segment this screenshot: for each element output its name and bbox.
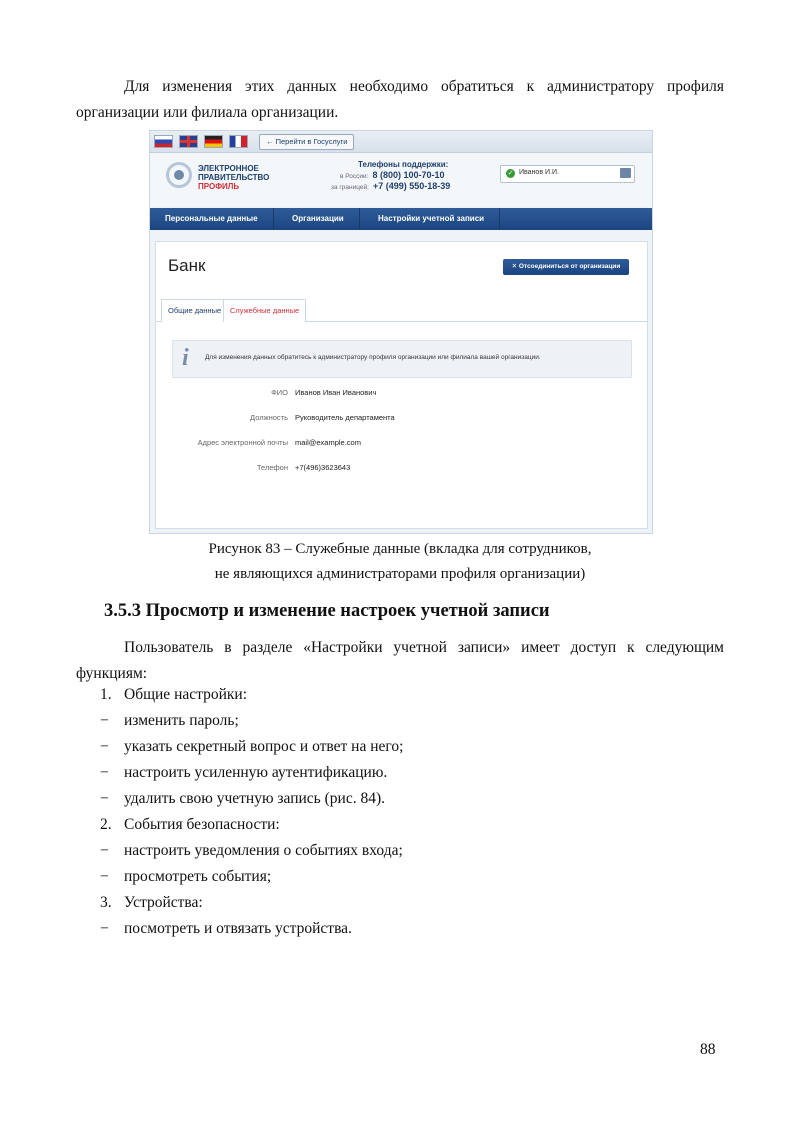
list-marker: 1.	[100, 686, 112, 703]
section-heading: 3.5.3 Просмотр и изменение настроек учетной записи	[104, 601, 550, 621]
section-paragraph-line-2: функциям:	[76, 665, 148, 682]
support-title: Телефоны поддержки:	[358, 160, 449, 169]
logo-line-3: ПРОФИЛЬ	[198, 182, 240, 191]
info-text: Для изменения данных обратитесь к администратору профиля организации или филиала вашей организации.	[205, 354, 541, 361]
list-marker: −	[100, 738, 109, 755]
exit-icon[interactable]	[620, 168, 631, 178]
org-content-panel	[155, 241, 648, 529]
tab-service-data[interactable]: Служебные данные	[223, 299, 306, 322]
nav-personal-data[interactable]: Персональные данные	[150, 208, 274, 230]
leave-organization-label: Отсоединиться от организации	[518, 263, 621, 270]
intro-line-2: организации или филиала организации.	[76, 104, 339, 121]
intro-line-1: Для изменения этих данных необходимо обратиться к администратору профиля	[124, 78, 724, 95]
flag-de-icon[interactable]	[204, 135, 223, 148]
list-text: указать секретный вопрос и ответ на него;	[124, 738, 404, 755]
emblem-icon	[166, 162, 192, 188]
figure-caption-line-2: не являющихся администраторами профиля организации)	[214, 566, 586, 582]
intro-paragraph	[76, 74, 724, 126]
list-text: События безопасности:	[124, 816, 280, 833]
org-title: Банк	[168, 256, 206, 275]
list-marker: 2.	[100, 816, 112, 833]
field-label-phone: Телефон	[256, 463, 288, 472]
check-icon: ✓	[507, 170, 514, 177]
main-nav	[150, 208, 652, 230]
flag-ru-icon[interactable]	[154, 135, 173, 148]
list-text: настроить уведомления о событиях входа;	[124, 842, 403, 859]
field-value-email: mail@example.com	[295, 438, 361, 447]
list-marker: −	[100, 868, 109, 885]
field-label-fio: ФИО	[271, 388, 288, 397]
support-abroad-label: за границей:	[331, 184, 369, 191]
list-text: посмотреть и отвязать устройства.	[124, 920, 352, 937]
field-value-phone: +7(496)3623643	[295, 463, 351, 472]
info-notice	[172, 340, 632, 378]
flag-uk-icon[interactable]	[179, 135, 198, 148]
close-icon: ✕	[511, 263, 518, 270]
list-text: просмотреть события;	[124, 868, 272, 885]
tab-general-data[interactable]: Общие данные	[161, 299, 228, 322]
info-icon: i	[182, 345, 189, 371]
support-phone-abroad	[331, 181, 450, 191]
list-text: удалить свою учетную запись (рис. 84).	[124, 790, 386, 807]
site-header	[150, 153, 652, 207]
field-value-fio: Иванов Иван Иванович	[295, 388, 377, 397]
logo-line-2: ПРАВИТЕЛЬСТВО	[198, 173, 270, 182]
list-text: Устройства:	[124, 894, 203, 911]
language-bar	[150, 131, 652, 153]
list-marker: −	[100, 920, 109, 937]
support-phone-russia	[340, 170, 445, 180]
field-label-position: Должность	[250, 413, 288, 422]
support-russia-phone: 8 (800) 100-70-10	[372, 170, 445, 180]
list-text: изменить пароль;	[124, 712, 239, 729]
figure-screenshot	[149, 130, 653, 534]
field-label-email: Адрес электронной почты	[197, 438, 288, 447]
section-paragraph-line-1: Пользователь в разделе «Настройки учетной записи» имеет доступ к следующим	[124, 639, 724, 656]
list-marker: −	[100, 764, 109, 781]
section-paragraph	[76, 635, 724, 687]
user-menu[interactable]	[500, 165, 635, 183]
nav-organizations[interactable]: Организации	[277, 208, 360, 230]
list-text: Общие настройки:	[124, 686, 248, 703]
nav-account-settings[interactable]: Настройки учетной записи	[363, 208, 500, 230]
list-text: настроить усиленную аутентификацию.	[124, 764, 388, 781]
support-russia-label: в России:	[340, 173, 369, 180]
page-number: 88	[700, 1041, 716, 1058]
field-value-position: Руководитель департамента	[295, 413, 395, 422]
list-marker: −	[100, 790, 109, 807]
gosuslugi-link[interactable]: ← Перейти в Госуслуги	[259, 134, 354, 150]
logo-line-1: ЭЛЕКТРОННОЕ	[198, 164, 259, 173]
leave-organization-button[interactable]	[503, 259, 629, 275]
list-marker: 3.	[100, 894, 112, 911]
site-logo[interactable]	[198, 164, 269, 191]
figure-caption-line-1: Рисунок 83 – Служебные данные (вкладка для сотрудников,	[208, 541, 592, 557]
list-marker: −	[100, 842, 109, 859]
support-abroad-phone: +7 (499) 550-18-39	[372, 181, 451, 191]
flag-fr-icon[interactable]	[229, 135, 248, 148]
user-name: Иванов И.И.	[519, 169, 559, 176]
list-marker: −	[100, 712, 109, 729]
